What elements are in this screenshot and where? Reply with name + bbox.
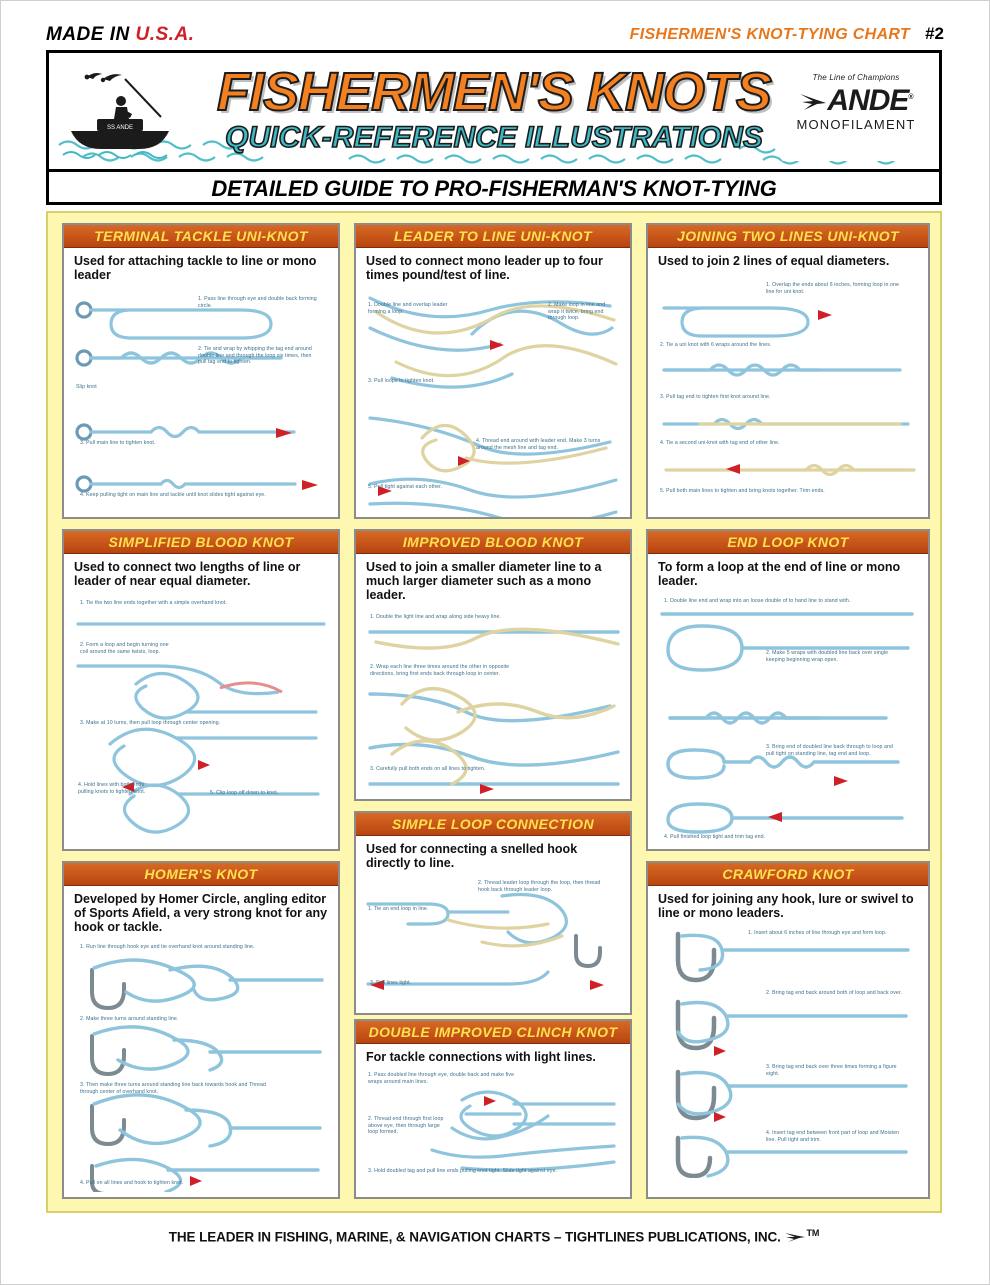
- card-description: For tackle connections with light lines.: [366, 1050, 596, 1064]
- step-text: 3. Carefully pull both ends on all lines to tighten.: [370, 766, 486, 772]
- card-description: Used to join a smaller diameter line to a much larger diameter such as a mono leader.: [366, 560, 602, 602]
- knots-panel: [46, 211, 942, 1213]
- card-improved-blood-knot[interactable]: [354, 529, 632, 801]
- brand-tagline: The Line of Champions: [812, 73, 900, 82]
- page-title: FISHERMEN'S KNOTS: [217, 62, 771, 122]
- step-text: 2. Tie and wrap by whipping the tag end around double line and through the loop six times, then pull tag end to tighten.: [198, 346, 312, 365]
- step-extra-label: Slip knot: [76, 384, 97, 390]
- step-text: 1. Tie the two line ends together with a simple overhand knot.: [80, 600, 227, 606]
- knot-illustration: [654, 926, 922, 1178]
- header-banner-text: [49, 172, 939, 205]
- card-title: LEADER TO LINE UNI-KNOT: [356, 225, 630, 248]
- step-text: 4. Pull on all lines and hook to tighten knot.: [80, 1180, 184, 1186]
- header-top: [49, 53, 939, 169]
- step-text: 3. Bring tag end back over three times forming a figure eight.: [766, 1064, 897, 1077]
- step-text: 2. Make three turns around standing line.: [80, 1016, 179, 1022]
- step-text: 2. Thread leader loop through the loop, then thread hook back through leader loop.: [478, 880, 601, 893]
- step-text: 3. Pull main line to tighten knot.: [80, 440, 156, 446]
- knot-diagram-svg: [654, 594, 922, 848]
- step-text: 3. Pull loops to tighten knot.: [368, 378, 435, 384]
- card-terminal-tackle-uni-knot[interactable]: [62, 223, 340, 519]
- step-text: 2. Make 5 wraps with doubled line back over single keeping beginning wrap open.: [766, 650, 889, 663]
- card-description: To form a loop at the end of line or mono leader.: [658, 560, 901, 588]
- step-text: 1. Double line end and wrap into an loose double of to hand line to stand with.: [664, 598, 851, 604]
- header-banner: [46, 50, 942, 205]
- page-subtitle: QUICK-REFERENCE ILLUSTRATIONS: [225, 121, 763, 154]
- card-description: Used to connect mono leader up to four times pound/test of line.: [366, 254, 603, 282]
- card-title: END LOOP KNOT: [648, 531, 928, 554]
- knot-illustration: [362, 1070, 624, 1182]
- knot-illustration: [70, 288, 332, 519]
- knot-illustration: [362, 288, 624, 519]
- banner-label: DETAILED GUIDE TO PRO-FISHERMAN'S KNOT-TYING: [211, 175, 777, 201]
- knot-illustration: [654, 274, 922, 512]
- card-description: Used to connect two lengths of line or leader of near equal diameter.: [74, 560, 301, 588]
- step-text: 1. Tie an end loop in line.: [368, 906, 429, 912]
- card-title: JOINING TWO LINES UNI-KNOT: [648, 225, 928, 248]
- step-text: 4. Pull finished loop tight and trim tag end.: [664, 834, 766, 840]
- step-text: 2. Wrap each line three times around the other in opposite directions, bring first ends back through loop in center.: [370, 664, 510, 677]
- usa-text: U.S.A.: [135, 24, 195, 45]
- ande-brand-logo: [781, 61, 931, 161]
- knot-illustration: [362, 608, 624, 801]
- card-homers-knot[interactable]: [62, 861, 340, 1199]
- card-description: Used to join 2 lines of equal diameters.: [658, 254, 890, 268]
- step-text: 4. Tie a second uni-knot with tag end of other line.: [660, 440, 780, 446]
- footer-text: THE LEADER IN FISHING, MARINE, & NAVIGATION CHARTS – TIGHTLINES PUBLICATIONS, INC.: [168, 1229, 781, 1245]
- step-text: 1. Run line through hook eye and tie overhand knot around standing line.: [80, 944, 255, 950]
- brand-name: ANDE®: [781, 82, 931, 117]
- trademark-mark: TM: [806, 1228, 820, 1238]
- step-text: 1. Double the light line and wrap along side heavy line.: [370, 614, 502, 620]
- made-in-prefix: MADE IN: [46, 24, 136, 45]
- step-text: 1. Pass doubled line through eye, double back and make five wraps around main lines.: [368, 1072, 515, 1085]
- card-joining-two-lines-uni-knot[interactable]: [646, 223, 930, 519]
- card-title: CRAWFORD KNOT: [648, 863, 928, 886]
- card-description: Used for attaching tackle to line or mono leader: [74, 254, 317, 282]
- card-end-loop-knot[interactable]: [646, 529, 930, 851]
- step-text: 1. Pass line through eye and double back forming circle.: [198, 296, 317, 309]
- made-in-usa-label: [46, 24, 194, 46]
- boat-name-label: SS ANDE: [106, 125, 134, 131]
- footer: [46, 1228, 942, 1245]
- registered-mark: ®: [908, 94, 913, 101]
- step-text: 2. Form a loop and begin turning one coil around the same twists, loop.: [80, 642, 169, 655]
- card-description: Developed by Homer Circle, angling editor of Sports Afield, a very strong knot for any hook or tackle.: [74, 892, 328, 934]
- step-text: 2. Tie a uni knot with 6 wraps around the lines.: [660, 342, 772, 348]
- card-simplified-blood-knot[interactable]: [62, 529, 340, 851]
- step-text: 3. Hold doubled tag and pull line ends pulling knot tight. Slide tight against eye.: [368, 1168, 558, 1174]
- knot-illustration: [654, 594, 922, 848]
- knot-diagram-svg: [70, 940, 332, 1192]
- top-strip: [46, 24, 944, 50]
- step-text: 4. Keep pulling tight on main line and tackle until knot slides tight against eye.: [80, 492, 266, 498]
- card-simple-loop-connection[interactable]: [354, 811, 632, 1015]
- step-text: 1. Overlap the ends about 6 inches, forming loop in one line for uni knot.: [766, 282, 899, 295]
- card-crawford-knot[interactable]: [646, 861, 930, 1199]
- step-text: 2. Make loop in line and wrap it twice, bring end through loop.: [548, 302, 606, 321]
- card-title: SIMPLIFIED BLOOD KNOT: [64, 531, 338, 554]
- step-text: 4. Hold lines with both ends pulling knots to tighten knot.: [78, 782, 146, 795]
- card-title: HOMER'S KNOT: [64, 863, 338, 886]
- card-title: TERMINAL TACKLE UNI-KNOT: [64, 225, 338, 248]
- step-text: 3. Pull lines tight.: [370, 980, 412, 986]
- brand-product: MONOFILAMENT: [796, 117, 916, 132]
- knot-diagram-svg: [70, 288, 332, 519]
- step-text: 4. Insert tag end between front part of loop and Moisten line. Pull tight and trim.: [766, 1130, 900, 1143]
- step-text: 5. Pull tight against each other.: [368, 484, 443, 490]
- step-text: 5. Clip loop off down to knot.: [210, 790, 279, 796]
- step-text: 4. Thread end around with leader end. Make 3 turns around the mesh line and tag end.: [476, 438, 601, 451]
- step-text: 3. Bring end of doubled line back through to loop and pull tight on standing line, tag end and loop.: [766, 744, 894, 757]
- step-text: 1. Double line and overlap leader forming a loop.: [368, 302, 448, 315]
- step-text: 2. Bring tag end back around both of loop and back over.: [766, 990, 902, 996]
- step-text: 3. Then make three turns around standing line back towards hook and Thread through center of overhand knot.: [80, 1082, 267, 1095]
- step-text: 5. Pull both main lines to tighten and bring knots together. Trim ends.: [660, 488, 825, 494]
- tightlines-fish-icon: [784, 1231, 806, 1243]
- card-double-improved-clinch-knot[interactable]: [354, 1019, 632, 1199]
- chart-number: #2: [925, 24, 944, 43]
- card-title: DOUBLE IMPROVED CLINCH KNOT: [356, 1021, 630, 1044]
- step-text: 1. Insert about 6 inches of line through eye and form loop.: [748, 930, 887, 936]
- knot-diagram-svg: [654, 274, 922, 512]
- marlin-icon: [799, 91, 827, 113]
- card-description: Used for connecting a snelled hook directly to line.: [366, 842, 578, 870]
- knot-illustration: [362, 876, 624, 1004]
- card-title: SIMPLE LOOP CONNECTION: [356, 813, 630, 836]
- card-leader-to-line-uni-knot[interactable]: [354, 223, 632, 519]
- step-text: 2. Thread end through first loop above eye, then through large loop formed.: [368, 1116, 444, 1135]
- knot-illustration: [70, 940, 332, 1192]
- card-description: Used for joining any hook, lure or swivel to line or mono leaders.: [658, 892, 914, 920]
- step-text: 3. Pull tag end to tighten first knot around line.: [660, 394, 771, 400]
- chart-series-label: FISHERMEN'S KNOT-TYING CHART: [629, 26, 910, 43]
- step-text: 3. Make at 10 turns, then pull loop through center opening.: [80, 720, 221, 726]
- card-title: IMPROVED BLOOD KNOT: [356, 531, 630, 554]
- knot-illustration: [70, 594, 332, 846]
